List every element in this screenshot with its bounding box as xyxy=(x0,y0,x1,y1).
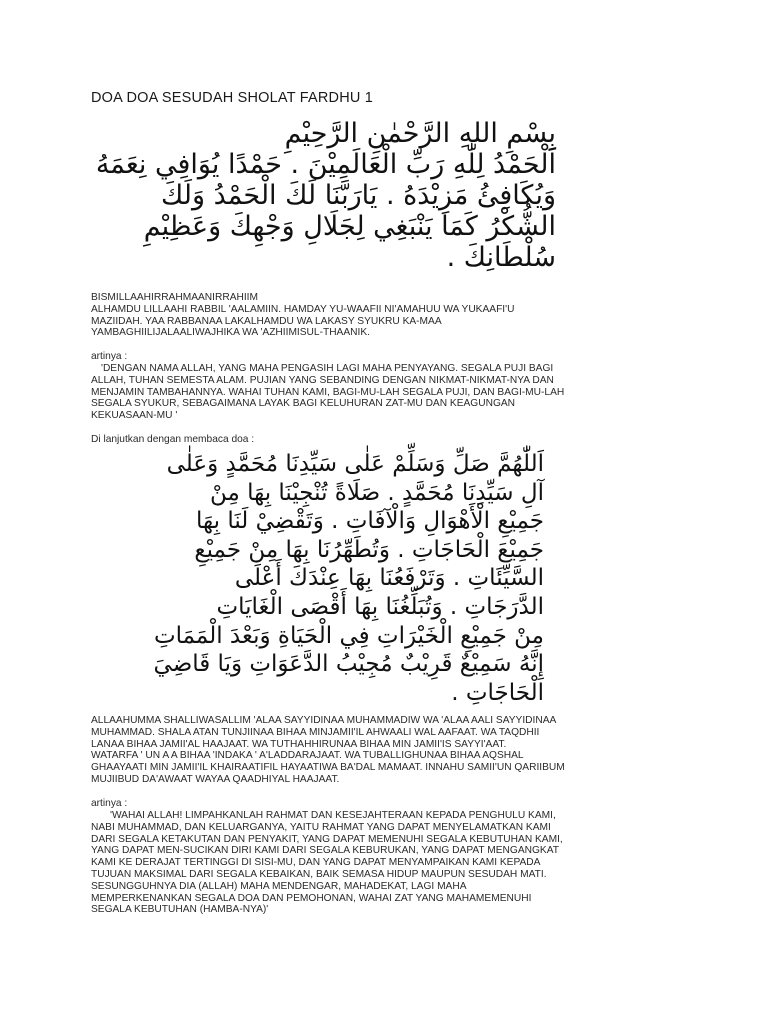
arabic-line: الْحَاجَاتِ . xyxy=(451,679,544,706)
transliteration-line: BISMILLAAHIRRAHMAANIRRAHIIM xyxy=(91,292,258,303)
arabic-line: اَلْحَمْدُ لِلّٰهِ رَبِّ الْعَالَمِيْنَ . حَمْدًا يُوَافِي نِعَمَهُ xyxy=(95,149,556,180)
arabic-prayer-2 xyxy=(153,450,544,707)
translation-line: ALLAH, TUHAN SEMESTA ALAM. PUJIAN YANG SEBANDING DENGAN NIKMAT-NIKMAT-NYA DAN xyxy=(91,374,554,386)
arabic-line: وَيُكَافِئُ مَزِيْدَهُ . يَارَبَّنَا لَكَ الْحَمْدُ وَلَكَ xyxy=(161,180,556,211)
transliteration-line: ALLAAHUMMA SHALLIWASALLIM 'ALAA SAYYIDINAA MUHAMMADIW WA 'ALAA AALI SAYYIDINAA xyxy=(91,715,557,726)
transliteration-line: GHAAYAATI MIN JAMII'IL KHAIRAATIFIL HAYAATIWA BA'DAL MAMAAT. INNAHU SAMII'UN QARIIBUM xyxy=(91,762,565,774)
translation-line: MENJAMIN TAMBAHANNYA. WAHAI TUHAN KAMI, BAGI-MU-LAH SEGALA PUJI, DAN BAGI-MU-LAH xyxy=(91,386,565,398)
transliteration-line: ALHAMDU LILLAAHI RABBIL 'AALAMIIN. HAMDAY YU-WAAFII NI'AMAHUU WA YUKAAFI'U xyxy=(91,303,515,315)
transliteration-line: MUHAMMAD. SHALA ATAN TUNJIINAA BIHAA MINJAMII'IL AHWAALI WAL AAFAAT. WA TAQDHII xyxy=(91,726,540,738)
transliteration-line: MAZIIDAH. YAA RABBANAA LAKALHAMDU WA LAKASY SYUKRU KA-MAA xyxy=(91,315,442,327)
translation-line: KEKUASAAN-MU ' xyxy=(91,410,178,422)
arabic-line: بِسْمِ اللهِ الرَّحْمٰنِ الرَّحِيْمِ xyxy=(284,118,556,149)
arabic-line: الشُّكْرُ كَمَا يَنْبَغِي لِجَلَالِ وَجْهِكَ وَعَظِيْمِ xyxy=(143,211,556,242)
translation-line: 'DENGAN NAMA ALLAH, YANG MAHA PENGASIH LAGI MAHA PENYAYANG. SEGALA PUJI BAGI xyxy=(101,363,554,374)
continue-label: Di lanjutkan dengan membaca doa : xyxy=(91,434,255,445)
translation-line: SEGALA KEBUTUHAN (HAMBA-NYA)' xyxy=(91,904,269,916)
translation-line: YANG DAPAT MEN-SUCIKAN DIRI KAMI DARI SEGALA KEBURUKAN, YANG DAPAT MENGANGKAT xyxy=(91,845,559,857)
arabic-line: إِنَّهُ سَمِيْعٌ قَرِيْبٌ مُجِيْبُ الدَّعَوَاتِ وَيَا قَاضِيَ xyxy=(153,651,544,678)
translation-line: MEMPERKENANKAN SEGALA DOA DAN PEMOHONAN, WAHAI ZAT YANG MAHAMEMENUHI xyxy=(91,892,532,904)
page-title: DOA DOA SESUDAH SHOLAT FARDHU 1 xyxy=(91,90,374,106)
transliteration-line: LANAA BIHAA JAMII'AL HAAJAAT. WA TUTHAHHIRUNAA BIHAA MIN JAMII'IS SAYYI'AAT. xyxy=(91,738,507,750)
arabic-line: سُلْطَانِكَ . xyxy=(446,242,556,273)
translation-line: NABI MUHAMMAD, DAN KELUARGANYA, YAITU RAHMAT YANG DAPAT MENYELAMATKAN KAMI xyxy=(91,821,551,833)
transliteration-2 xyxy=(91,715,691,786)
arabic-line: السَّيِّئَاتِ . وَتَرْفَعُنَا بِهَا عِنْدَكَ أَعْلَى xyxy=(234,565,544,592)
artinya-label-1: artinya : xyxy=(91,351,128,362)
translation-line: KAMI KE DERAJAT TERTINGGI DI SISI-MU, DAN YANG DAPAT MENYAMPAIKAN KAMI KEPADA xyxy=(91,857,541,869)
translation-line: TUJUAN MAKSIMAL DARI SEGALA KEBAIKAN, BAIK SEMASA HIDUP MAUPUN SESUDAH MATI. xyxy=(91,868,547,880)
transliteration-line: MUJIIBUD DA'AWAAT WAYAA QAADHIYAL HAAJAAT. xyxy=(91,773,340,785)
arabic-line: الدَّرَجَاتِ . وَتُبَلِّغُنَا بِهَا أَقْصَى الْغَايَاتِ xyxy=(216,593,544,620)
arabic-line: جَمِيْعِ الْأَهْوَالِ وَالْآفَاتِ . وَتَقْضِيْ لَنَا بِهَا xyxy=(196,508,544,535)
translation-line: SEGALA SYUKUR, SEBAGAIMANA LAYAK BAGI KELUHURAN ZAT-MU DAN KEAGUNGAN xyxy=(91,398,516,410)
arabic-line: آلِ سَيِّدِنَا مُحَمَّدٍ . صَلَاةً تُنْجِيْنَا بِهَا مِنْ xyxy=(209,479,544,506)
arabic-line: مِنْ جَمِيْعِ الْخَيْرَاتِ فِي الْحَيَاةِ وَبَعْدَ الْمَمَاتِ xyxy=(153,622,544,649)
translation-line: SESUNGGUHNYA DIA (ALLAH) MAHA MENDENGAR, MAHADEKAT, LAGI MAHA xyxy=(91,880,467,892)
translation-1 xyxy=(91,363,691,422)
translation-line: 'WAHAI ALLAH! LIMPAHKANLAH RAHMAT DAN KESEJAHTERAAN KEPADA PENGHULU KAMI, xyxy=(110,810,556,821)
translation-2 xyxy=(91,810,691,916)
transliteration-line: YAMBAGHIILIJALAALIWAJHIKA WA 'AZHIIMISUL-THAANIK. xyxy=(91,327,370,339)
arabic-prayer-1 xyxy=(95,118,556,273)
artinya-label-2: artinya : xyxy=(91,798,128,809)
arabic-line: اَللّٰهُمَّ صَلِّ وَسَلِّمْ عَلٰى سَيِّدِنَا مُحَمَّدٍ وَعَلٰى xyxy=(166,451,544,477)
transliteration-1 xyxy=(91,292,691,339)
transliteration-line: WATARFA ' UN A A BIHAA 'INDAKA ' A'LADDARAJAAT. WA TUBALLIGHUNAA BIHAA AQSHAL xyxy=(91,750,524,762)
translation-line: DARI SEGALA KETAKUTAN DAN PENYAKIT, YANG DAPAT MEMENUHI SEGALA KEBUTUHAN KAMI, xyxy=(91,833,563,845)
arabic-line: جَمِيْعَ الْحَاجَاتِ . وَتُطَهِّرُنَا بِهَا مِنْ جَمِيْعِ xyxy=(194,536,544,563)
